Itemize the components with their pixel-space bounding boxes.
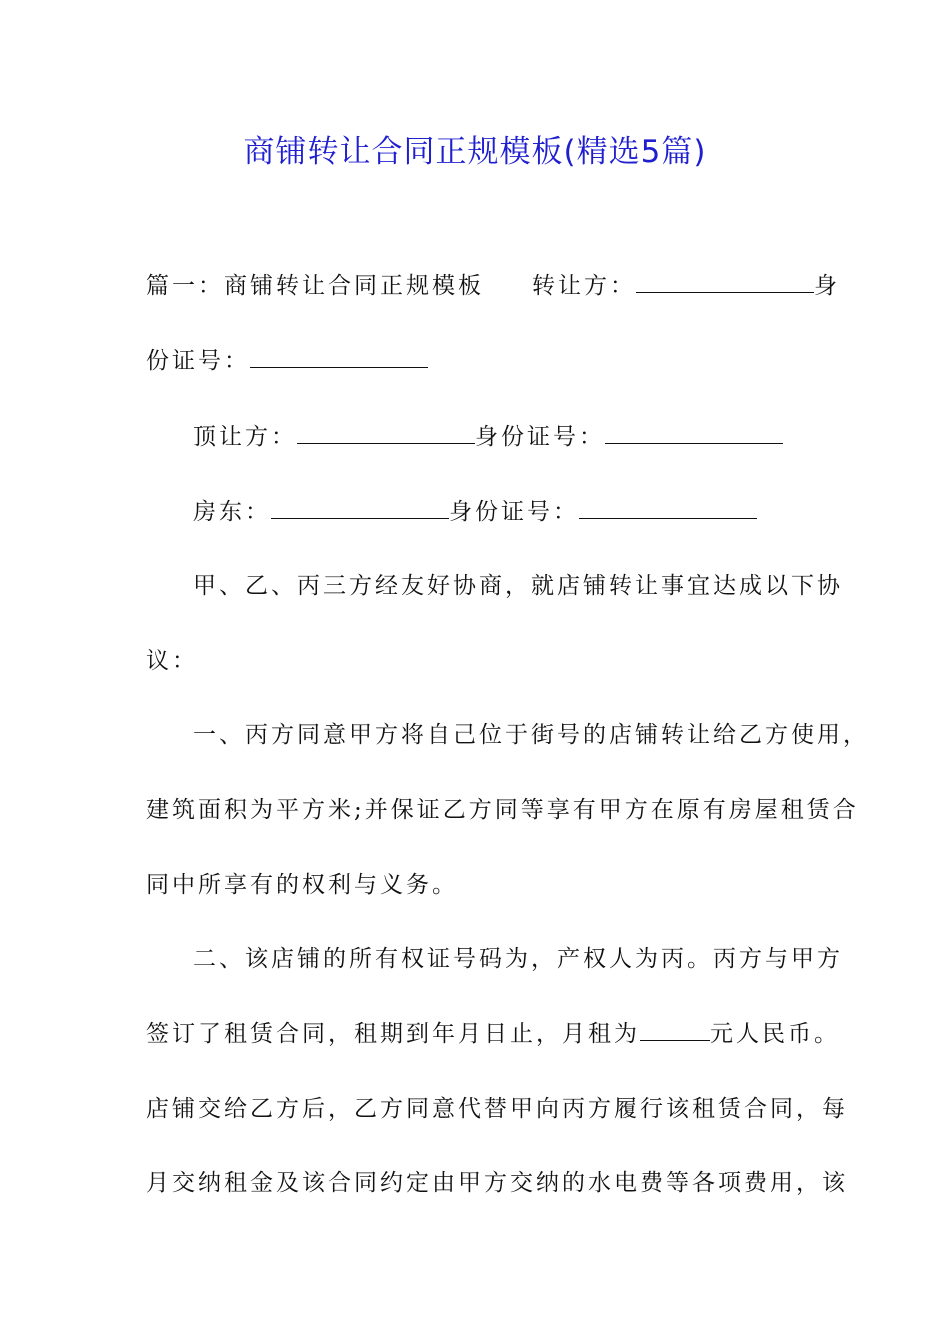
transferor-id-blank bbox=[250, 347, 428, 368]
paragraph-line: 月交纳租金及该合同约定由甲方交纳的水电费等各项费用，该 bbox=[146, 1170, 848, 1196]
party-transferor-line bbox=[146, 270, 840, 302]
landlord-id-blank bbox=[579, 498, 757, 519]
transferor-id-label-end: 份证号： bbox=[146, 348, 250, 374]
rent-unit: 元人民币。 bbox=[710, 1021, 840, 1047]
paragraph-line: 甲、乙、丙三方经友好协商，就店铺转让事宜达成以下协 bbox=[193, 573, 843, 599]
paragraph-line: 议： bbox=[146, 648, 198, 674]
paragraph-line: 二、该店铺的所有权证号码为，产权人为丙。丙方与甲方 bbox=[193, 946, 843, 972]
transferee-id-label: 身份证号： bbox=[475, 424, 605, 450]
transferor-id-label-start: 身 bbox=[814, 273, 840, 299]
paragraph-line: 同中所享有的权利与义务。 bbox=[146, 872, 458, 898]
landlord-blank bbox=[271, 498, 449, 519]
landlord-id-label: 身份证号： bbox=[449, 499, 579, 525]
rent-line bbox=[146, 1018, 840, 1050]
transferee-id-blank bbox=[605, 423, 783, 444]
paragraph-line: 店铺交给乙方后，乙方同意代替甲向丙方履行该租赁合同，每 bbox=[146, 1096, 848, 1122]
transferor-label: 转让方： bbox=[532, 273, 636, 299]
transferee-blank bbox=[297, 423, 475, 444]
party-landlord-line bbox=[193, 496, 757, 528]
document-title: 商铺转让合同正规模板(精选5篇) bbox=[243, 134, 707, 170]
transferee-label: 顶让方： bbox=[193, 424, 297, 450]
paragraph-line: 一、丙方同意甲方将自己位于街号的店铺转让给乙方使用， bbox=[193, 722, 869, 748]
paragraph-line: 建筑面积为平方米;并保证乙方同等享有甲方在原有房屋租赁合 bbox=[146, 797, 859, 823]
rent-blank bbox=[640, 1020, 710, 1041]
section-heading: 篇一：商铺转让合同正规模板 bbox=[146, 273, 484, 299]
transferor-id-line bbox=[146, 345, 428, 377]
transferor-blank bbox=[636, 272, 814, 293]
rent-text: 签订了租赁合同，租期到年月日止，月租为 bbox=[146, 1021, 640, 1047]
party-transferee-line bbox=[193, 421, 783, 453]
landlord-label: 房东： bbox=[193, 499, 271, 525]
